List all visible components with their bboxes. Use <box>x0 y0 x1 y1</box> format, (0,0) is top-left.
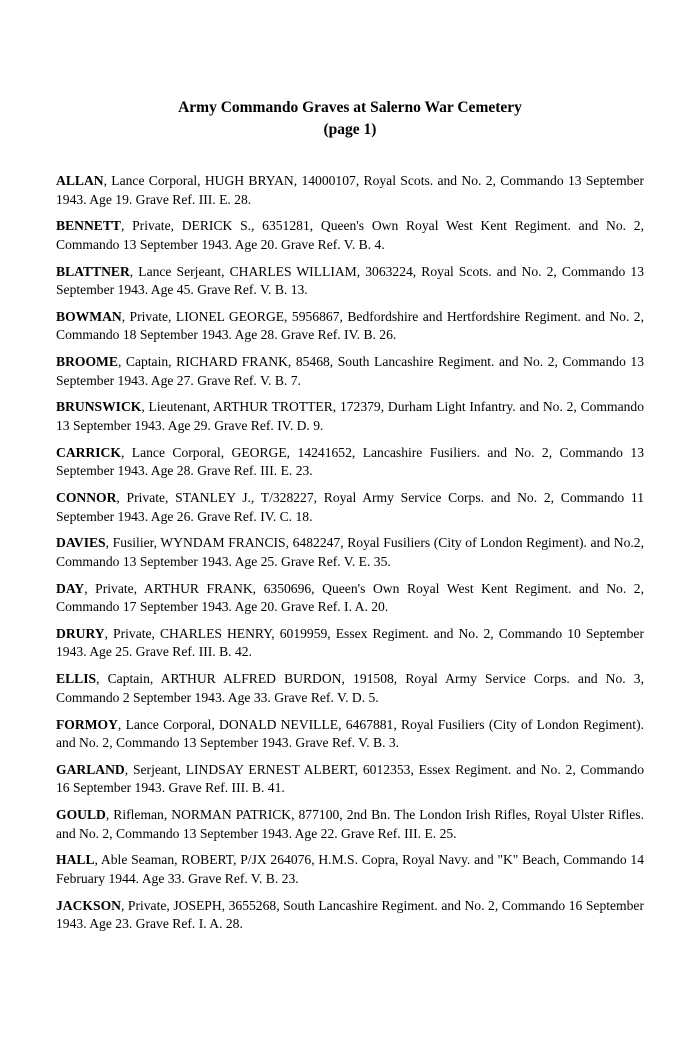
entry-surname: HALL <box>56 852 95 868</box>
grave-entry-jackson <box>56 897 644 934</box>
grave-entry-allan <box>56 172 644 209</box>
entry-details: , Private, DERICK S., 6351281, Queen's Own Royal West Kent Regiment. and No. 2, Commando 13 September 1943. Age 20. Grave Ref. V. B. 4. <box>56 218 644 252</box>
entry-details: , Rifleman, NORMAN PATRICK, 877100, 2nd Bn. The London Irish Rifles, Royal Ulster Rifles. and No. 2, Commando 13 September 1943. Age 22. Grave Ref. III. E. 25. <box>56 807 644 841</box>
grave-entry-drury <box>56 625 644 662</box>
grave-entry-bowman <box>56 308 644 345</box>
entry-surname: BLATTNER <box>56 263 130 279</box>
entry-details: , Private, ARTHUR FRANK, 6350696, Queen's Own Royal West Kent Regiment. and No. 2, Commando 17 September 1943. Age 20. Grave Ref. I. A. 20. <box>56 580 644 615</box>
document-title <box>0 97 700 141</box>
title-line-2: (page 1) <box>323 121 377 138</box>
entry-details: , Captain, RICHARD FRANK, 85468, South Lancashire Regiment. and No. 2, Commando 13 September 1943. Age 27. Grave Ref. V. B. 7. <box>56 354 644 388</box>
entry-surname: ELLIS <box>56 671 97 687</box>
entry-surname: BENNETT <box>56 218 121 234</box>
entry-surname: GARLAND <box>56 761 125 777</box>
entry-surname: DAY <box>56 580 85 596</box>
entry-details: , Captain, ARTHUR ALFRED BURDON, 191508, Royal Army Service Corps. and No. 3, Commando 2 September 1943. Age 33. Grave Ref. V. D. 5. <box>56 671 644 705</box>
grave-entry-carrick <box>56 444 644 481</box>
entry-surname: CARRICK <box>56 444 121 460</box>
entry-surname: DRURY <box>56 625 105 641</box>
entry-details: , Private, CHARLES HENRY, 6019959, Essex Regiment. and No. 2, Commando 10 September 1943. Age 25. Grave Ref. III. B. 42. <box>56 625 644 660</box>
entry-surname: GOULD <box>56 807 106 823</box>
grave-entry-ellis <box>56 670 644 707</box>
entry-surname: BRUNSWICK <box>56 399 142 415</box>
grave-entry-formoy <box>56 716 644 753</box>
entry-details: , Lance Corporal, DONALD NEVILLE, 6467881, Royal Fusiliers (City of London Regiment). and No. 2, Commando 13 September 1943. Grave Ref. V. B. 3. <box>56 716 644 751</box>
entry-details: , Lance Serjeant, CHARLES WILLIAM, 3063224, Royal Scots. and No. 2, Commando 13 September 1943. Age 45. Grave Ref. V. B. 13. <box>56 263 644 298</box>
grave-entry-list <box>56 172 644 942</box>
entry-details: , Lance Corporal, HUGH BRYAN, 14000107, Royal Scots. and No. 2, Commando 13 September 1943. Age 19. Grave Ref. III. E. 28. <box>56 173 644 207</box>
entry-details: , Lieutenant, ARTHUR TROTTER, 172379, Durham Light Infantry. and No. 2, Commando 13 September 1943. Age 29. Grave Ref. IV. D. 9. <box>56 399 644 433</box>
entry-surname: CONNOR <box>56 490 117 506</box>
entry-surname: JACKSON <box>56 897 121 913</box>
grave-entry-brunswick <box>56 398 644 435</box>
grave-entry-broome <box>56 353 644 390</box>
entry-details: , Private, JOSEPH, 3655268, South Lancashire Regiment. and No. 2, Commando 16 September 1943. Age 23. Grave Ref. I. A. 28. <box>56 897 644 932</box>
entry-surname: FORMOY <box>56 716 118 732</box>
entry-surname: BROOME <box>56 354 118 370</box>
grave-entry-hall <box>56 851 644 888</box>
entry-surname: BOWMAN <box>56 308 122 324</box>
entry-details: , Serjeant, LINDSAY ERNEST ALBERT, 6012353, Essex Regiment. and No. 2, Commando 16 September 1943. Grave Ref. III. B. 41. <box>56 761 644 796</box>
grave-entry-gould <box>56 806 644 843</box>
grave-entry-davies <box>56 534 644 571</box>
grave-entry-day <box>56 580 644 617</box>
entry-details: , Private, STANLEY J., T/328227, Royal Army Service Corps. and No. 2, Commando 11 September 1943. Age 26. Grave Ref. IV. C. 18. <box>56 490 644 524</box>
entry-details: , Able Seaman, ROBERT, P/JX 264076, H.M.S. Copra, Royal Navy. and "K" Beach, Commando 14 February 1944. Age 33. Grave Ref. V. B. 23. <box>56 852 644 886</box>
grave-entry-blattner <box>56 263 644 300</box>
entry-details: , Lance Corporal, GEORGE, 14241652, Lancashire Fusiliers. and No. 2, Commando 13 September 1943. Age 28. Grave Ref. III. E. 23. <box>56 444 644 479</box>
grave-entry-bennett <box>56 217 644 254</box>
entry-surname: ALLAN <box>56 173 104 188</box>
entry-surname: DAVIES <box>56 535 106 551</box>
entry-details: , Private, LIONEL GEORGE, 5956867, Bedfordshire and Hertfordshire Regiment. and No. 2, Commando 18 September 1943. Age 28. Grave Ref. IV. B. 26. <box>56 308 644 343</box>
grave-entry-connor <box>56 489 644 526</box>
title-line-1: Army Commando Graves at Salerno War Cemetery <box>178 99 522 116</box>
entry-details: , Fusilier, WYNDAM FRANCIS, 6482247, Royal Fusiliers (City of London Regiment). and No.2, Commando 13 September 1943. Age 25. Grave Ref. V. E. 35. <box>56 535 644 569</box>
grave-entry-garland <box>56 761 644 798</box>
